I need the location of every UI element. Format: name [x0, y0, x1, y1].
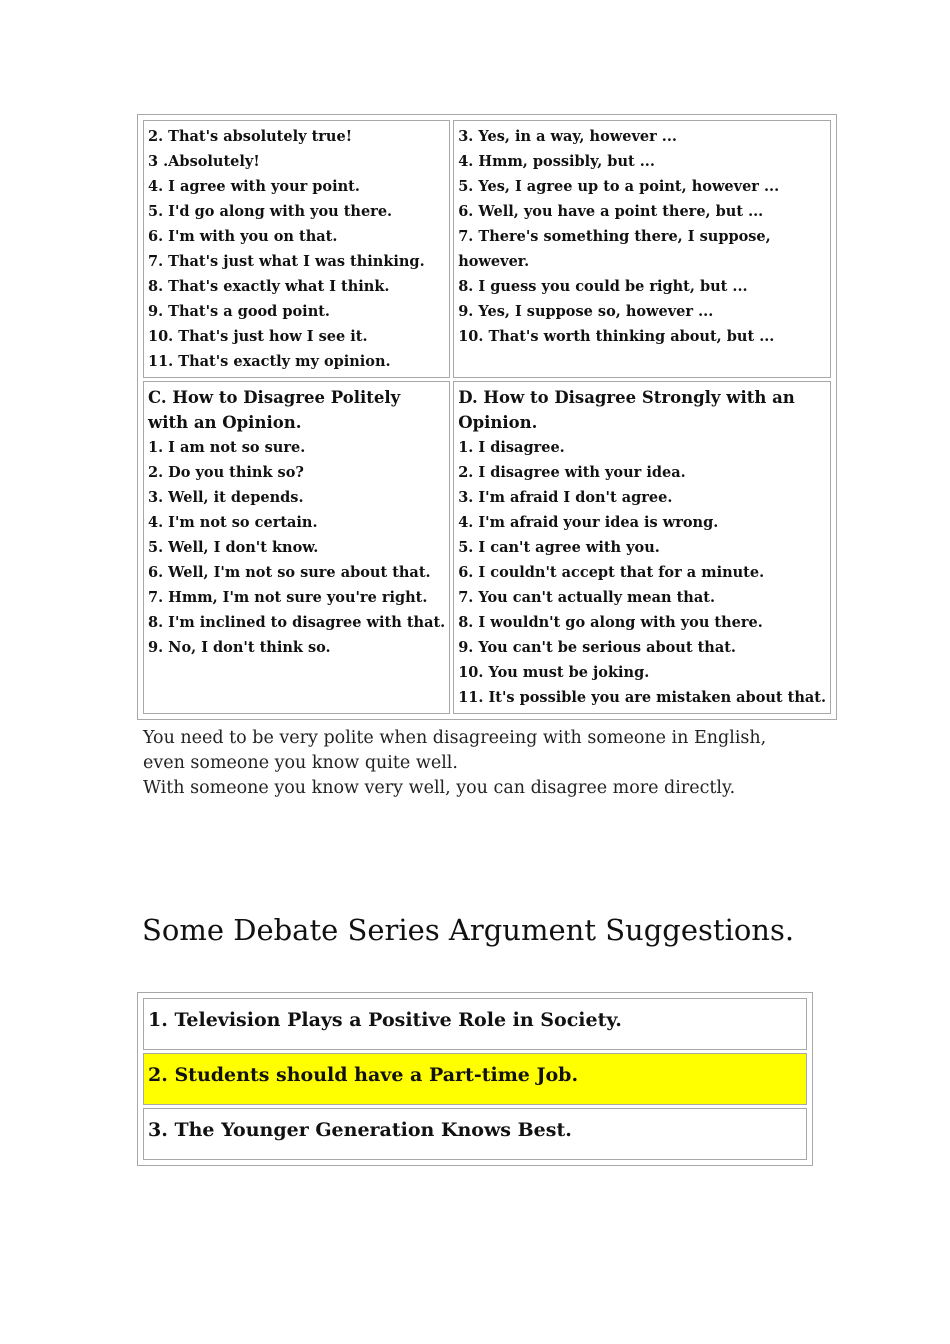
debate-section-title: Some Debate Series Argument Suggestions. [142, 913, 795, 947]
list-item: 7. You can't actually mean that. [458, 589, 715, 606]
list-item: 8. I guess you could be right, but ... [458, 278, 748, 295]
list-item: 10. You must be joking. [458, 664, 650, 681]
list-item: 6. I couldn't accept that for a minute. [458, 564, 765, 581]
debate-topic-highlighted: 2. Students should have a Part-time Job. [143, 1053, 807, 1105]
table-row [143, 998, 807, 1050]
list-item: 9. No, I don't think so. [148, 639, 331, 656]
list-item: 3 .Absolutely! [148, 153, 260, 170]
list-item: 10. That's worth thinking about, but ... [458, 328, 775, 345]
list-item: 1. I am not so sure. [148, 439, 306, 456]
list-item: 11. It's possible you are mistaken about that. [458, 689, 827, 706]
table-row [143, 381, 831, 714]
list-item: 5. Yes, I agree up to a point, however ... [458, 178, 780, 195]
polite-disagree-heading: C. How to Disagree Politely with an Opinion. [148, 388, 401, 432]
opinion-phrases-table [137, 114, 837, 720]
list-item: 8. I wouldn't go along with you there. [458, 614, 763, 631]
list-item: 7. Hmm, I'm not sure you're right. [148, 589, 428, 606]
list-item: 2. I disagree with your idea. [458, 464, 686, 481]
list-item: 4. I agree with your point. [148, 178, 360, 195]
list-item: 6. Well, you have a point there, but ... [458, 203, 764, 220]
strong-disagree-heading: D. How to Disagree Strongly with an Opinion. [458, 388, 795, 432]
debate-topic: 1. Television Plays a Positive Role in Society. [143, 998, 807, 1050]
list-item: 5. Well, I don't know. [148, 539, 319, 556]
list-item: 10. That's just how I see it. [148, 328, 368, 345]
list-item: 4. I'm afraid your idea is wrong. [458, 514, 719, 531]
table-row [143, 120, 831, 378]
note-paragraph: With someone you know very well, you can disagree more directly. [143, 778, 736, 798]
strong-disagree-list [458, 435, 826, 710]
list-item: 2. That's absolutely true! [148, 128, 353, 145]
list-item: 9. Yes, I suppose so, however ... [458, 303, 714, 320]
list-item: 5. I can't agree with you. [458, 539, 660, 556]
partial-agree-list [458, 124, 826, 349]
list-item: 9. You can't be serious about that. [458, 639, 736, 656]
list-item: 9. That's a good point. [148, 303, 330, 320]
list-item: 2. Do you think so? [148, 464, 304, 481]
list-item: 3. Yes, in a way, however ... [458, 128, 677, 145]
list-item: 6. I'm with you on that. [148, 228, 338, 245]
list-item: 11. That's exactly my opinion. [148, 353, 391, 370]
list-item: 8. I'm inclined to disagree with that. [148, 614, 446, 631]
debate-topics-table [137, 992, 813, 1166]
politeness-note [143, 726, 813, 801]
list-item: 7. That's just what I was thinking. [148, 253, 425, 270]
note-paragraph: You need to be very polite when disagreeing with someone in English, even someone you know quite well. [143, 728, 767, 773]
list-item: 4. I'm not so certain. [148, 514, 318, 531]
polite-disagree-list [148, 435, 445, 660]
agree-cell [143, 120, 450, 378]
agree-list [148, 124, 445, 374]
debate-topic: 3. The Younger Generation Knows Best. [143, 1108, 807, 1160]
list-item: 3. I'm afraid I don't agree. [458, 489, 673, 506]
table-row [143, 1053, 807, 1105]
list-item: 6. Well, I'm not so sure about that. [148, 564, 431, 581]
polite-disagree-cell [143, 381, 450, 714]
list-item: 5. I'd go along with you there. [148, 203, 393, 220]
list-item: 8. That's exactly what I think. [148, 278, 390, 295]
partial-agree-cell [453, 120, 831, 378]
table-row [143, 1108, 807, 1160]
list-item: 4. Hmm, possibly, but ... [458, 153, 655, 170]
list-item: 7. There's something there, I suppose, however. [458, 228, 771, 270]
list-item: 3. Well, it depends. [148, 489, 304, 506]
strong-disagree-cell [453, 381, 831, 714]
list-item: 1. I disagree. [458, 439, 565, 456]
